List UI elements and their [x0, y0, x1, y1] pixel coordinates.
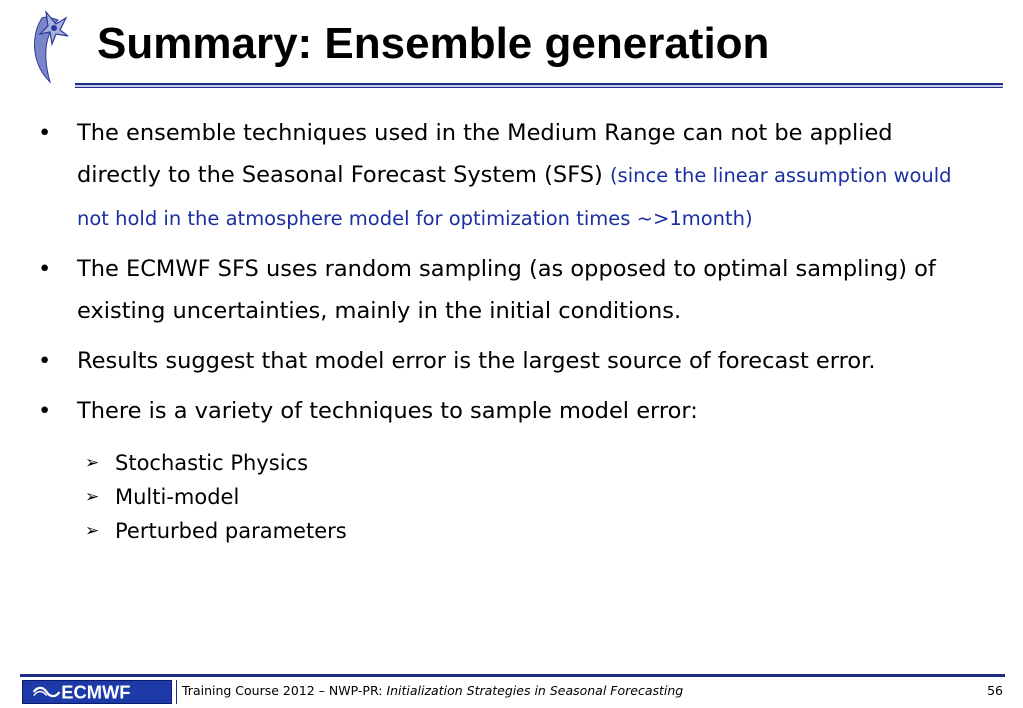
footer-topic: Initialization Strategies in Seasonal Forecasting — [386, 683, 684, 698]
sub-item-text: Multi-model — [115, 485, 240, 509]
sub-item — [0, 480, 1023, 514]
arrow-bullet-icon: ➢ — [85, 521, 100, 541]
bullet-icon: • — [38, 120, 52, 146]
bullet-text: The ECMWF SFS uses random sampling (as opposed to optimal sampling) of existing uncertainties, mainly in the initial conditions. — [77, 256, 936, 324]
sub-item-text: Stochastic Physics — [115, 451, 309, 475]
sub-item — [0, 446, 1023, 480]
bullet-text: The ensemble techniques used in the Medium Range can not be applied directly to the Seasonal Forecast System (SFS) — [77, 120, 893, 188]
footer-course: Training Course 2012 – NWP-PR: — [182, 683, 387, 698]
footer-separator — [176, 680, 177, 704]
bullet-item — [0, 340, 1023, 382]
bullet-item — [0, 248, 1023, 332]
ecmwf-figure-logo-icon — [22, 8, 70, 84]
bullet-text: There is a variety of techniques to sample model error: — [77, 398, 698, 424]
sub-item-text: Perturbed parameters — [115, 519, 347, 543]
arrow-bullet-icon: ➢ — [85, 487, 100, 507]
bullet-icon: • — [38, 256, 52, 282]
slide-content — [0, 112, 1023, 548]
arrow-bullet-icon: ➢ — [85, 453, 100, 473]
bullet-icon: • — [38, 398, 52, 424]
bullet-item — [0, 112, 1023, 240]
bullet-text: Results suggest that model error is the largest source of forecast error. — [77, 348, 876, 374]
footer-divider — [20, 674, 1005, 677]
page-title: Summary: Ensemble generation — [97, 19, 770, 68]
ecmwf-logo — [22, 680, 172, 704]
bullet-item — [0, 390, 1023, 432]
ecmwf-logo-text: ECMWF — [61, 681, 131, 703]
sub-list — [0, 446, 1023, 548]
bullet-icon: • — [38, 348, 52, 374]
sub-item — [0, 514, 1023, 548]
title-divider — [75, 83, 1003, 88]
footer-text — [182, 683, 683, 698]
page-number: 56 — [987, 683, 1003, 698]
bullet-note: (since the linear assumption would not hold in the atmosphere model for optimization times ~>1month) — [77, 164, 952, 230]
